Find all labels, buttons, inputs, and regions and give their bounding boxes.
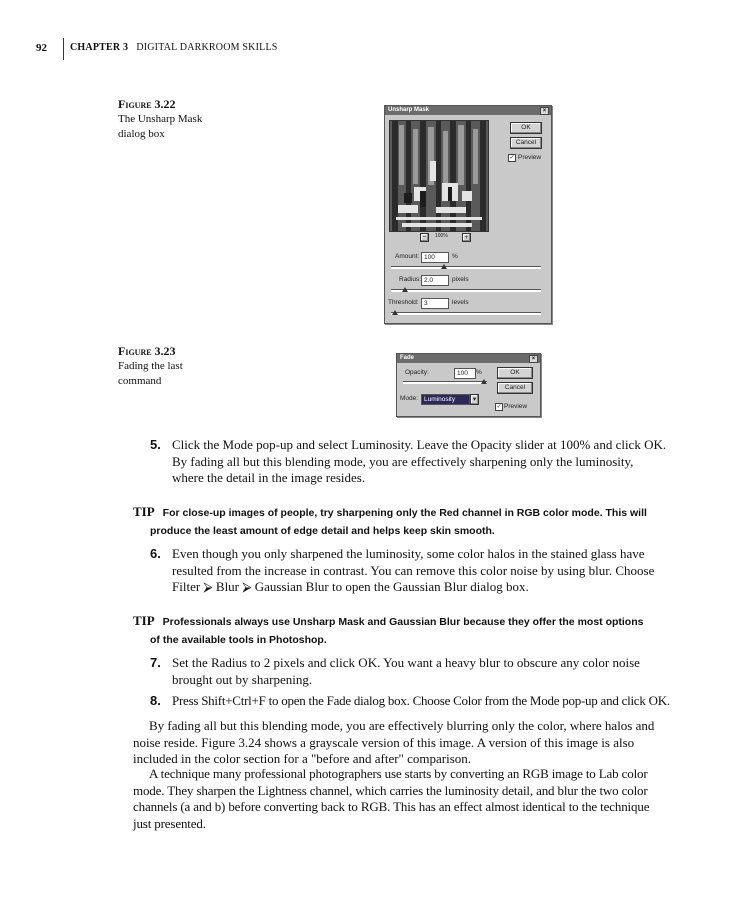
step-line: By fading all but this blending mode, you are effectively sharpening only the luminosity, — [172, 453, 634, 469]
tip-line: of the available tools in Photoshop. — [150, 634, 327, 646]
radius-slider-handle[interactable] — [402, 287, 408, 292]
paragraph-line: channels (a and b) before converting back to RGB. This has an effect almost identical to the technique — [133, 799, 650, 814]
stained-glass-icon — [390, 121, 488, 231]
threshold-unit: levels — [452, 299, 469, 306]
paragraph-line: mode. They sharpen the Lightness channel, which carries the luminosity detail, and blur the two color — [133, 782, 648, 798]
threshold-slider-handle[interactable] — [392, 310, 398, 315]
step-line: where the detail in the image resides. — [172, 470, 366, 485]
tip-line: produce the least amount of edge detail and helps keep skin smooth. — [150, 525, 495, 537]
amount-slider-handle[interactable] — [441, 264, 447, 269]
tip-line: For close-up images of people, try sharpening only the Red channel in RGB color mode. This will — [162, 507, 647, 519]
step-number: 8. — [150, 693, 161, 708]
tip-label: TIP — [133, 504, 155, 519]
chapter-label: CHAPTER 3 — [70, 42, 129, 53]
close-icon[interactable]: × — [540, 107, 549, 115]
step-number: 5. — [150, 437, 161, 452]
radius-input[interactable]: 2.0 — [421, 275, 449, 286]
ok-button[interactable]: OK — [510, 122, 542, 134]
caption-line: The Unsharp Mask — [118, 113, 203, 125]
threshold-label: Threshold: — [388, 299, 419, 306]
paragraph-1 — [133, 718, 693, 768]
mode-select[interactable]: Luminosity — [421, 394, 470, 405]
amount-unit: % — [452, 253, 458, 260]
chapter-title: DIGITAL DARKROOM SKILLS — [136, 42, 278, 53]
dialog-title-bar — [385, 106, 551, 115]
opacity-slider[interactable] — [403, 381, 487, 384]
zoom-out-button[interactable]: − — [420, 233, 429, 242]
figure-label: Figure 3.22 — [118, 97, 176, 111]
step-line: Set the Radius to 2 pixels and click OK. You want a heavy blur to obscure any color noise — [172, 655, 640, 670]
opacity-slider-handle[interactable] — [481, 379, 487, 384]
step-7 — [150, 655, 690, 688]
step-line: Filter ⮚ Blur ⮚ Gaussian Blur to open the Gaussian Blur dialog box. — [172, 579, 529, 594]
unsharp-mask-dialog — [384, 105, 552, 324]
radius-label: Radius: — [399, 276, 422, 283]
ok-button[interactable]: OK — [497, 367, 533, 379]
radius-slider[interactable] — [391, 289, 541, 292]
paragraph-2 — [133, 766, 693, 832]
opacity-input[interactable]: 100 — [454, 368, 476, 379]
paragraph-line: A technique many professional photographers use starts by converting an RGB image to Lab color — [149, 766, 648, 781]
step-number: 7. — [150, 655, 161, 670]
figure-3-22-caption — [118, 97, 202, 142]
dialog-title: Unsharp Mask — [388, 107, 430, 113]
preview-checkbox[interactable]: ✓ — [509, 155, 515, 161]
tip-1 — [133, 503, 693, 540]
dialog-title-bar — [397, 354, 540, 363]
figure-label: Figure 3.23 — [118, 344, 176, 358]
amount-input[interactable]: 100 — [421, 252, 449, 263]
preview-label: Preview — [504, 403, 528, 410]
dialog-title: Fade — [400, 355, 415, 361]
step-line: resulted from the increase in contrast. You can remove this color noise by using blur. Choose — [172, 562, 655, 578]
close-icon[interactable]: × — [529, 355, 538, 363]
preview-image[interactable] — [389, 120, 489, 232]
opacity-unit: % — [476, 369, 482, 376]
tip-label: TIP — [133, 613, 155, 628]
paragraph-line: just presented. — [133, 815, 206, 831]
cancel-button[interactable]: Cancel — [510, 137, 542, 149]
threshold-input[interactable]: 3 — [421, 298, 449, 309]
preview-label: Preview — [518, 154, 542, 161]
caption-line: dialog box — [118, 128, 165, 140]
fade-dialog — [396, 353, 541, 417]
zoom-level: 100% — [435, 233, 448, 239]
paragraph-line: noise reside. Figure 3.24 shows a grayscale version of this image. A version of this image is also — [133, 734, 635, 750]
paragraph-line: included in the color section for a "before and after" comparison. — [133, 751, 472, 766]
amount-label: Amount: — [395, 253, 420, 260]
opacity-label: Opacity: — [405, 369, 429, 376]
running-header — [70, 42, 278, 53]
step-line: brought out by sharpening. — [172, 671, 313, 687]
step-line: Press Shift+Ctrl+F to open the Fade dialog box. Choose Color from the Mode pop-up and click OK. — [172, 693, 670, 708]
threshold-slider[interactable] — [391, 312, 541, 315]
mode-label: Mode: — [400, 395, 419, 402]
caption-line: command — [118, 375, 162, 387]
step-number: 6. — [150, 546, 161, 561]
figure-3-23-caption — [118, 344, 183, 389]
caption-line: Fading the last — [118, 360, 183, 372]
preview-checkbox[interactable]: ✓ — [496, 404, 502, 410]
amount-slider[interactable] — [391, 266, 541, 269]
radius-unit: pixels — [452, 276, 469, 283]
cancel-button[interactable]: Cancel — [497, 382, 533, 394]
zoom-in-button[interactable]: + — [462, 233, 471, 242]
paragraph-line: By fading all but this blending mode, you are effectively blurring only the color, where halos and — [149, 718, 655, 733]
step-line: Even though you only sharpened the luminosity, some color halos in the stained glass have — [172, 546, 645, 561]
step-5 — [150, 437, 690, 487]
step-line: Click the Mode pop-up and select Luminosity. Leave the Opacity slider at 100% and click OK. — [172, 437, 667, 452]
tip-line: Professionals always use Unsharp Mask and Gaussian Blur because they offer the most options — [162, 616, 644, 628]
header-divider — [63, 38, 64, 60]
tip-2 — [133, 612, 693, 649]
page-number: 92 — [36, 42, 47, 54]
step-6 — [150, 546, 690, 596]
chevron-down-icon[interactable]: ▾ — [470, 394, 479, 405]
step-8 — [150, 693, 690, 710]
